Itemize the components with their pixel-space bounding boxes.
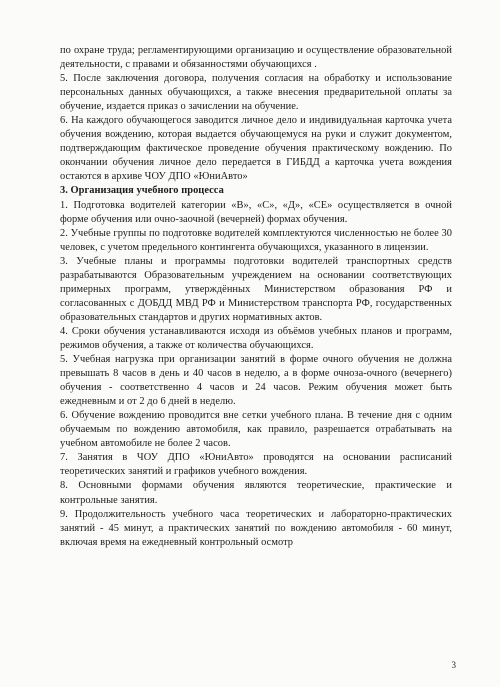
paragraph-continuation: по охране труда; регламентирующими организацию и осуществление образовательной деятельности, с правами и обязанностями обучающихся . (60, 45, 452, 71)
paragraph-item-6: 6. На каждого обучающегося заводится личное дело и индивидуальная карточка учета обучения вождению, которая выдается обучающемуся на руки и служит документом, подтверждающим фактическое проведение обучения практическому вождению. По окончании обучения личное дело передается в ГИБДД а карточка учета вождения остаются в архиве ЧОУ ДПО «ЮниАвто» (60, 115, 452, 183)
paragraph-item-3: 3. Учебные планы и программы подготовки водителей транспортных средств разрабатываются Образовательным учреждением на основании соответствующих примерных программ, утверждённых Министерством образования РФ и согласованных с ДОБДД МВД РФ и Министерством транспорта РФ, государственных образовательных стандартов и других нормативных актов. (60, 255, 452, 323)
document-body (60, 44, 452, 550)
paragraph-item-5: 5. После заключения договора, получения согласия на обработку и использование персональных данных обучающихся, а также внесения предварительной оплаты за обучение, издается приказ о зачислении на обучение. (60, 73, 452, 113)
paragraph-item-8: 8. Основными формами обучения являются теоретические, практические и контрольные занятия. (60, 480, 452, 506)
paragraph-item-4: 4. Сроки обучения устанавливаются исходя из объёмов учебных планов и программ, режимов обучения, а также от количества обучающихся. (60, 325, 452, 351)
paragraph-item-9: 9. Продолжительность учебного часа теоретических и лабораторно-практических занятий - 45 минут, а практических занятий по вождению автомобиля - 60 минут, включая время на ежедневный контрольный осмотр (60, 508, 452, 548)
paragraph-item-5b: 5. Учебная нагрузка при организации занятий в форме очного обучения не должна превышать 8 часов в день и 40 часов в неделю, а в форме очноза-очного (вечернего) обучения - соответственно 4 часов и 24 часов. Режим обучения может быть ежедневным и от 2 до 6 дней в неделю. (60, 354, 452, 408)
section-heading: 3. Организация учебного процесса (60, 185, 224, 197)
page-number: 3 (451, 660, 456, 670)
paragraph-item-1: 1. Подготовка водителей категории «В», «С», «Д», «СЕ» осуществляется в очной форме обучения или очно-заочной (вечерней) формах обучения. (60, 199, 452, 225)
paragraph-item-2: 2. Учебные группы по подготовке водителей комплектуются численностью не более 30 человек, с учетом предельного контингента обучающихся, указанного в лицензии. (60, 227, 452, 253)
paragraph-item-6b: 6. Обучение вождению проводится вне сетки учебного плана. В течение дня с одним обучаемым по вождению автомобиля, как правило, разрешается отрабатывать на учебном автомобиле не более 2 часов. (60, 410, 452, 450)
paragraph-item-7: 7. Занятия в ЧОУ ДПО «ЮниАвто» проводятся на основании расписаний теоретических занятий и графиков учебного вождения. (60, 452, 452, 478)
